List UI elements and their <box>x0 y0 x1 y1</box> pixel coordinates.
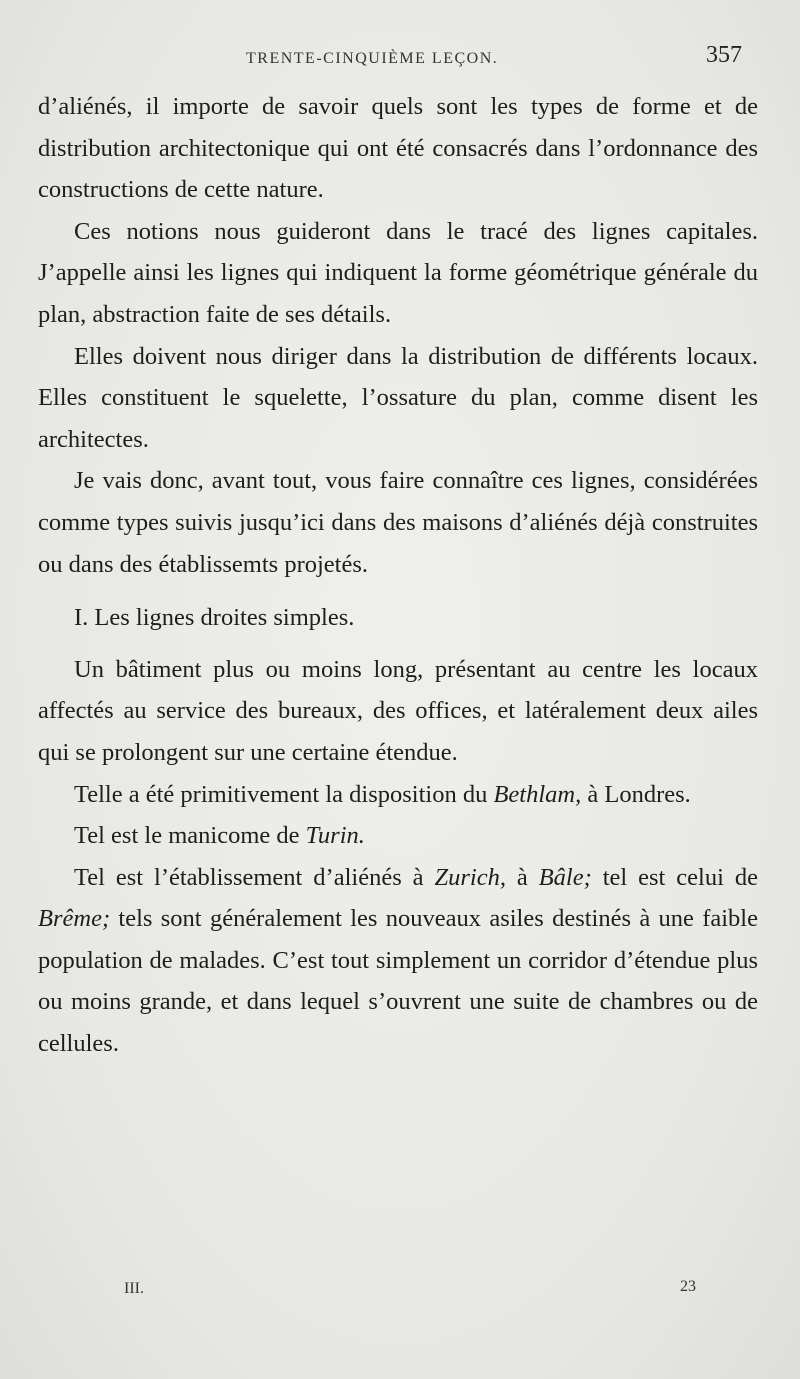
place-name: Turin. <box>305 822 365 850</box>
paragraph: Un bâtiment plus ou moins long, présentant au centre les locaux affectés au service des bureaux, des offices, et latéralement deux ailes qui se prolongent sur une certaine étendue. <box>38 655 758 766</box>
text-run: Telle a été primitivement la disposition du <box>74 780 494 808</box>
paragraph: d’aliénés, il importe de savoir quels sont les types de forme et de distribution architectonique qui ont été consacrés dans l’ordonnance des constructions de cette nature. <box>38 93 758 204</box>
paragraph-zurich <box>38 857 758 1065</box>
paragraph: Je vais donc, avant tout, vous faire connaître ces lignes, considérées comme types suivis jusqu’ici dans des maisons d’aliénés déjà construites ou dans des établissemts projetés. <box>38 467 758 578</box>
page-number: 357 <box>706 42 742 68</box>
paragraph: Ces notions nous guideront dans le tracé des lignes capitales. J’appelle ainsi les lignes qui indiquent la forme géométrique générale du plan, abstraction faite de ses détails. <box>38 217 758 328</box>
place-name: Bâle; <box>538 863 592 891</box>
place-name: Brême; <box>38 905 111 933</box>
running-title: TRENTE-CINQUIÈME LEÇON. <box>246 50 499 67</box>
text-run: à <box>505 863 539 891</box>
paragraph: Elles doivent nous diriger dans la distribution de différents locaux. Elles constituent le squelette, l’ossature du plan, comme disent les architectes. <box>38 342 758 453</box>
place-name: Bethlam, <box>493 780 582 808</box>
text-run: Tel est l’établissement d’aliénés à <box>74 863 435 891</box>
paragraph-bethlam <box>38 774 758 816</box>
place-name: Zurich, <box>434 863 506 891</box>
text-run: Tel est le manicome de <box>74 822 306 850</box>
signature-mark: III. <box>124 1280 144 1297</box>
text-run: à Londres. <box>581 780 691 808</box>
text-run: tels sont généralement les nouveaux asiles destinés à une faible population de malades. C’est tout simplement un corridor d’étendue plus ou moins grande, et dans lequel s’ouvrent une suite de chambres ou de cellules. <box>38 905 758 1058</box>
body-text <box>38 86 758 1065</box>
section-heading: I. Les lignes droites simples. <box>74 604 355 632</box>
text-run: tel est celui de <box>591 863 758 891</box>
paragraph-turin <box>38 815 758 857</box>
sheet-number: 23 <box>680 1278 696 1295</box>
